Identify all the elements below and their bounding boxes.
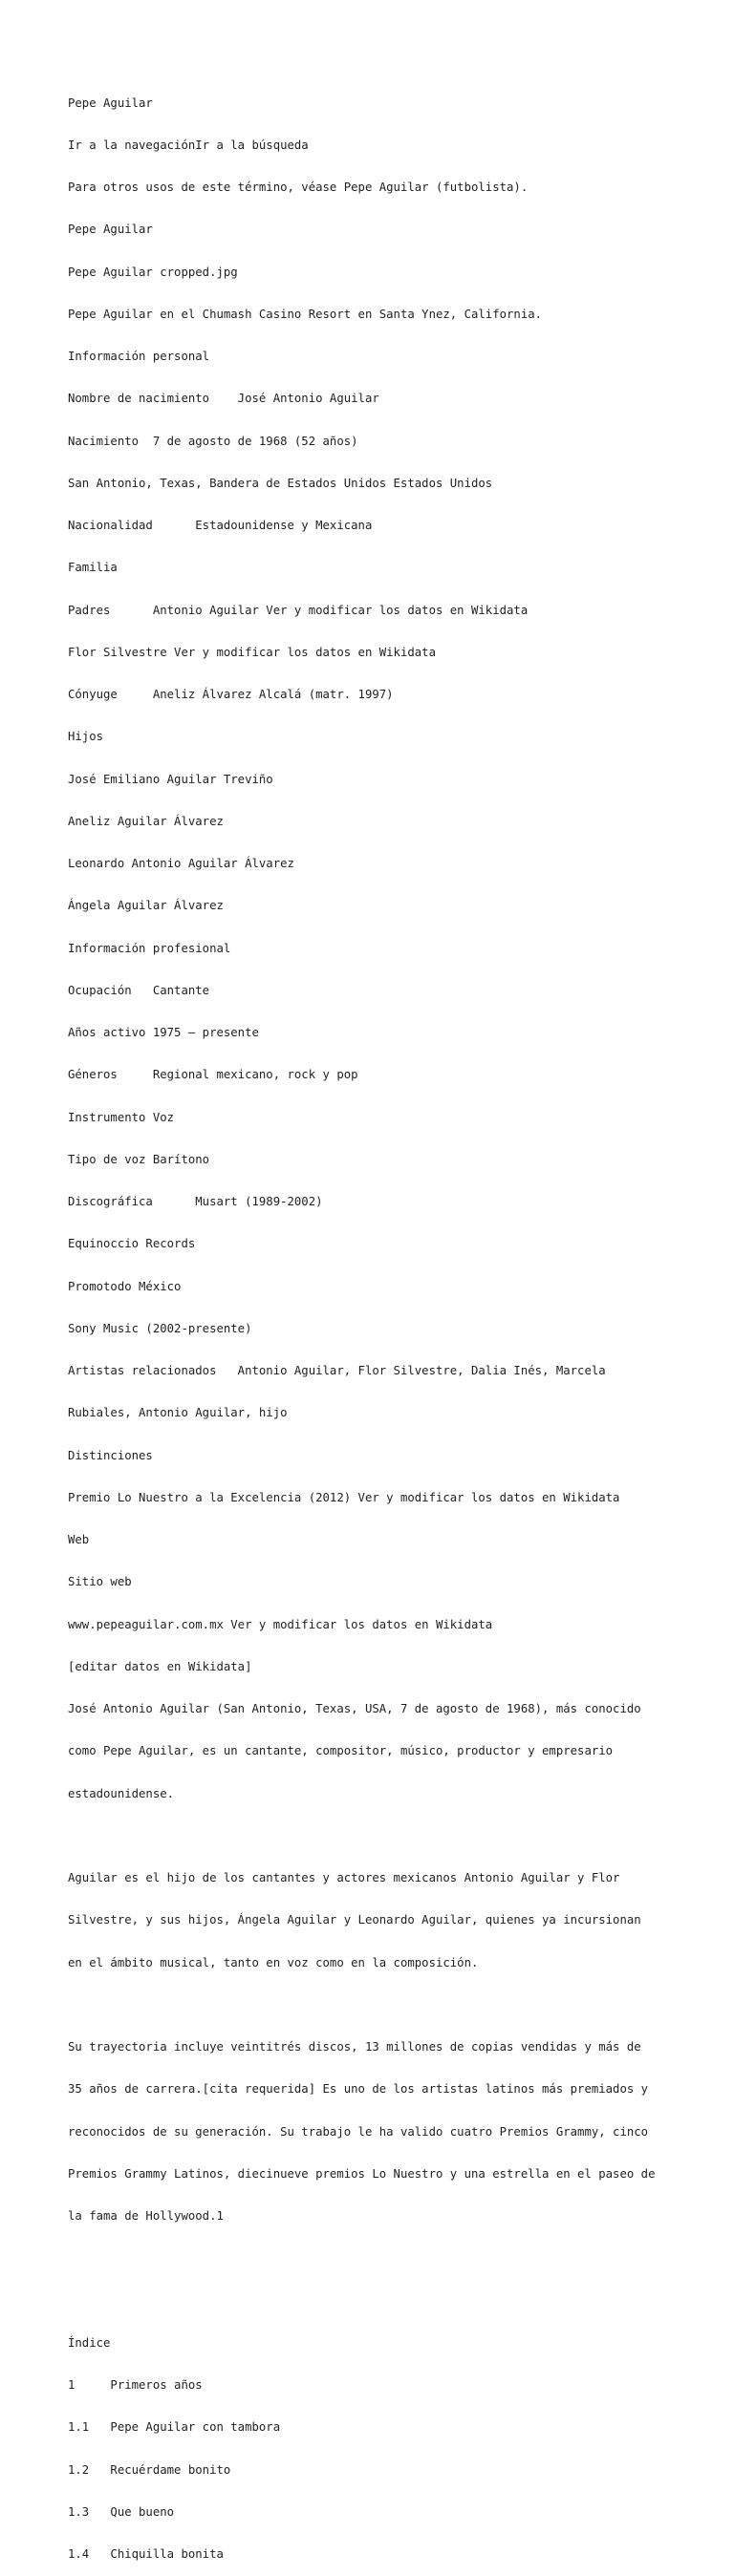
row-birth-name: Nombre de nacimiento José Antonio Aguilar (68, 392, 379, 406)
row-spouse: Cónyuge Aneliz Álvarez Alcalá (matr. 1997) (68, 688, 394, 701)
row-children-label: Hijos (68, 730, 104, 744)
row-website-value: www.pepeaguilar.com.mx Ver y modificar los datos en Wikidata (68, 1617, 493, 1631)
section-family: Familia (68, 561, 118, 575)
row-related-artists: Artistas relacionados Antonio Aguilar, Flor Silvestre, Dalia Inés, Marcela (68, 1364, 606, 1377)
family-paragraph-line: Aguilar es el hijo de los cantantes y actores mexicanos Antonio Aguilar y Flor (68, 1871, 620, 1884)
section-personal-info: Información personal (68, 350, 210, 363)
row-website-label: Sitio web (68, 1575, 132, 1589)
toc-item: 1 Primeros años (68, 2378, 203, 2392)
row-instrument: Instrumento Voz (68, 1110, 175, 1124)
toc-title: Índice (68, 2335, 111, 2350)
child-item: Aneliz Aguilar Álvarez (68, 814, 224, 828)
career-paragraph-line: Su trayectoria incluye veintitrés discos, 13 millones de copias vendidas y más de (68, 2040, 641, 2054)
career-paragraph-line: la fama de Hollywood.1 (68, 2209, 224, 2223)
award-item: Premio Lo Nuestro a la Excelencia (2012) Ver y modificar los datos en Wikidata (68, 1490, 620, 1504)
row-birth-date: Nacimiento 7 de agosto de 1968 (52 años) (68, 434, 358, 448)
row-parents-cont: Flor Silvestre Ver y modificar los datos en Wikidata (68, 645, 436, 659)
edit-wikidata-link: [editar datos en Wikidata] (68, 1659, 252, 1673)
document-page (68, 68, 680, 2576)
skip-links: Ir a la navegaciónIr a la búsqueda (68, 138, 309, 152)
infobox-title: Pepe Aguilar (68, 223, 153, 237)
intro-paragraph-line: como Pepe Aguilar, es un cantante, compositor, músico, productor y empresario (68, 1744, 614, 1758)
row-birth-place: San Antonio, Texas, Bandera de Estados Unidos Estados Unidos (68, 476, 493, 490)
child-item: José Emiliano Aguilar Treviño (68, 772, 273, 786)
row-voice-type: Tipo de voz Barítono (68, 1152, 210, 1166)
career-paragraph-line: 35 años de carrera.[cita requerida] Es uno de los artistas latinos más premiados y (68, 2082, 649, 2097)
section-professional-info: Información profesional (68, 941, 231, 955)
intro-paragraph-line: José Antonio Aguilar (San Antonio, Texas, USA, 7 de agosto de 1968), más conocido (68, 1702, 641, 1715)
row-genres: Géneros Regional mexicano, rock y pop (68, 1068, 358, 1082)
toc-item: 1.1 Pepe Aguilar con tambora (68, 2420, 281, 2435)
child-item: Leonardo Antonio Aguilar Álvarez (68, 857, 294, 870)
child-item: Ángela Aguilar Álvarez (68, 899, 224, 913)
section-web: Web (68, 1533, 90, 1546)
row-occupation: Ocupación Cantante (68, 983, 210, 997)
family-paragraph-line: Silvestre, y sus hijos, Ángela Aguilar y Leonardo Aguilar, quienes ya incursionan (68, 1913, 641, 1927)
row-parents: Padres Antonio Aguilar Ver y modificar los datos en Wikidata (68, 603, 529, 617)
record-label-item: Promotodo México (68, 1279, 182, 1293)
toc-item: 1.3 Que bueno (68, 2504, 175, 2519)
career-paragraph-line: reconocidos de su generación. Su trabajo le ha valido cuatro Premios Grammy, cinco (68, 2124, 649, 2139)
infobox-image-caption: Pepe Aguilar en el Chumash Casino Resort en Santa Ynez, California. (68, 307, 543, 321)
intro-paragraph-line: estadounidense. (68, 1786, 175, 1800)
paragraph-spacer (68, 2251, 680, 2266)
paragraph-spacer (68, 2294, 680, 2309)
section-awards: Distinciones (68, 1448, 153, 1462)
row-record-label: Discográfica Musart (1989-2002) (68, 1195, 323, 1208)
row-related-artists-cont: Rubiales, Antonio Aguilar, hijo (68, 1406, 288, 1420)
toc-item: 1.4 Chiquilla bonita (68, 2547, 224, 2561)
toc-item: 1.2 Recuérdame bonito (68, 2462, 231, 2477)
row-years-active: Años activo 1975 — presente (68, 1026, 259, 1039)
paragraph-spacer (68, 1829, 680, 1843)
record-label-item: Equinoccio Records (68, 1237, 196, 1251)
record-label-item: Sony Music (2002-presente) (68, 1321, 252, 1335)
career-paragraph-line: Premios Grammy Latinos, diecinueve premios Lo Nuestro y una estrella en el paseo de (68, 2166, 656, 2181)
paragraph-spacer (68, 1998, 680, 2012)
infobox-image-filename: Pepe Aguilar cropped.jpg (68, 265, 238, 279)
family-paragraph-line: en el ámbito musical, tanto en voz como en la composición. (68, 1955, 479, 1969)
disambiguation-note: Para otros usos de este término, véase Pepe Aguilar (futbolista). (68, 181, 529, 194)
article-title: Pepe Aguilar (68, 96, 153, 110)
row-nationality: Nacionalidad Estadounidense y Mexicana (68, 519, 373, 532)
